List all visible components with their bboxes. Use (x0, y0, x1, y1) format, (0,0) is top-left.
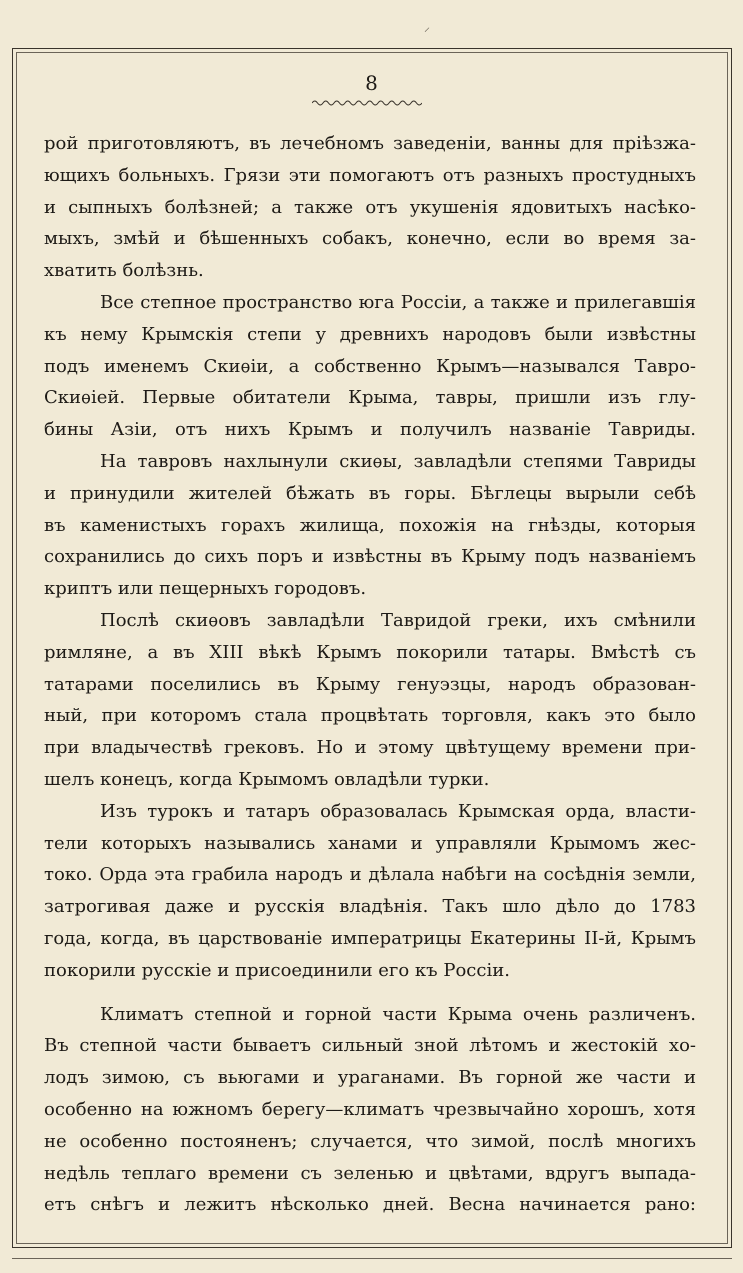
text-line: и сыпныхъ болѣзней; а также отъ укушенiя ядовитыхъ насѣко- (44, 196, 696, 218)
text-line: На тавровъ нахлынули скиѳы, завладѣли степями Тавриды (100, 450, 696, 472)
paragraph-3 (44, 446, 696, 605)
text-line: не особенно постояненъ; случается, что зимой, послѣ многихъ (44, 1130, 696, 1152)
bottom-rule (12, 1258, 732, 1259)
text-line: Изъ турокъ и татаръ образовалась Крымская орда, власти- (100, 800, 696, 822)
text-line: особенно на южномъ берегу—климатъ чрезвычайно хорошъ, хотя (44, 1098, 696, 1120)
text-line: хватить болѣзнь. (44, 260, 204, 282)
text-line: подъ именемъ Скиѳiи, а собственно Крымъ—назывался Тавро- (44, 355, 696, 377)
text-line: затрогивая даже и русскiя владѣнiя. Такъ шло дѣло до 1783 (44, 896, 696, 918)
text-line: и принудили жителей бѣжать въ горы. Бѣглецы вырыли себѣ (44, 482, 696, 504)
text-line: токо. Орда эта грабила народъ и дѣлала набѣги на сосѣднiя земли, (44, 864, 696, 886)
text-line: римляне, а въ XIII вѣкѣ Крымъ покорили татары. Вмѣстѣ съ (44, 641, 696, 663)
wavy-ornament (312, 99, 422, 107)
text-line: покорили русскiе и присоединили его къ Россiи. (44, 959, 510, 981)
text-line: мыхъ, змѣй и бѣшенныхъ собакъ, конечно, если во время за- (44, 228, 696, 250)
text-line: Послѣ скиѳовъ завладѣли Тавридой греки, ихъ смѣнили (100, 609, 696, 631)
text-line: въ каменистыхъ горахъ жилища, похожiя на гнѣзды, которыя (44, 514, 696, 536)
paragraph-6 (44, 999, 696, 1222)
text-line: бины Азiи, отъ нихъ Крымъ и получилъ названiе Тавриды. (44, 419, 696, 441)
paragraph-gap (44, 987, 696, 999)
text-line: лодъ зимою, съ вьюгами и ураганами. Въ горной же части и (44, 1067, 696, 1089)
text-line: Въ степной части бываетъ сильный зной лѣтомъ и жестокiй хо- (44, 1035, 696, 1057)
text-line: шелъ конецъ, когда Крымомъ овладѣли турки. (44, 768, 490, 790)
page-number: 8 (365, 71, 378, 95)
text-line: года, когда, въ царствованiе императрицы Екатерины II-й, Крымъ (44, 927, 696, 949)
paragraph-2 (44, 287, 696, 446)
text-line: Скиѳiей. Первые обитатели Крыма, тавры, пришли изъ глу- (44, 387, 696, 409)
text-body (44, 128, 696, 1221)
text-line: етъ снѣгъ и лежитъ нѣсколько дней. Весна начинается рано: (44, 1194, 696, 1216)
text-line: при владычествѣ грековъ. Но и этому цвѣтущему времени при- (44, 737, 696, 759)
text-line: недѣль теплаго времени съ зеленью и цвѣтами, вдругъ выпада- (44, 1162, 696, 1184)
paragraph-5 (44, 796, 696, 987)
text-line: криптъ или пещерныхъ городовъ. (44, 578, 367, 600)
paragraph-1 (44, 128, 696, 287)
text-line: сохранились до сихъ поръ и извѣстны въ Крыму подъ названiемъ (44, 546, 696, 568)
text-line: ный, при которомъ стала процвѣтать торговля, какъ это было (44, 705, 696, 727)
text-line: рой приготовляютъ, въ лечебномъ заведенiи, ванны для прiѣзжа- (44, 133, 696, 154)
text-line: ющихъ больныхъ. Грязи эти помогаютъ отъ разныхъ простудныхъ (44, 164, 696, 186)
text-line: тели которыхъ назывались ханами и управляли Крымомъ жес- (44, 832, 696, 854)
ink-speck: ⸝ (424, 20, 431, 34)
text-line: татарами поселились въ Крыму генуэзцы, народъ образован- (44, 673, 696, 695)
text-line: Климатъ степной и горной части Крыма очень различенъ. (100, 1003, 696, 1025)
paragraph-4 (44, 605, 696, 796)
text-line: къ нему Крымскiя степи у древнихъ народовъ были извѣстны (44, 323, 696, 345)
text-line: Все степное пространство юга Россiи, а также и прилегавшiя (100, 291, 696, 313)
